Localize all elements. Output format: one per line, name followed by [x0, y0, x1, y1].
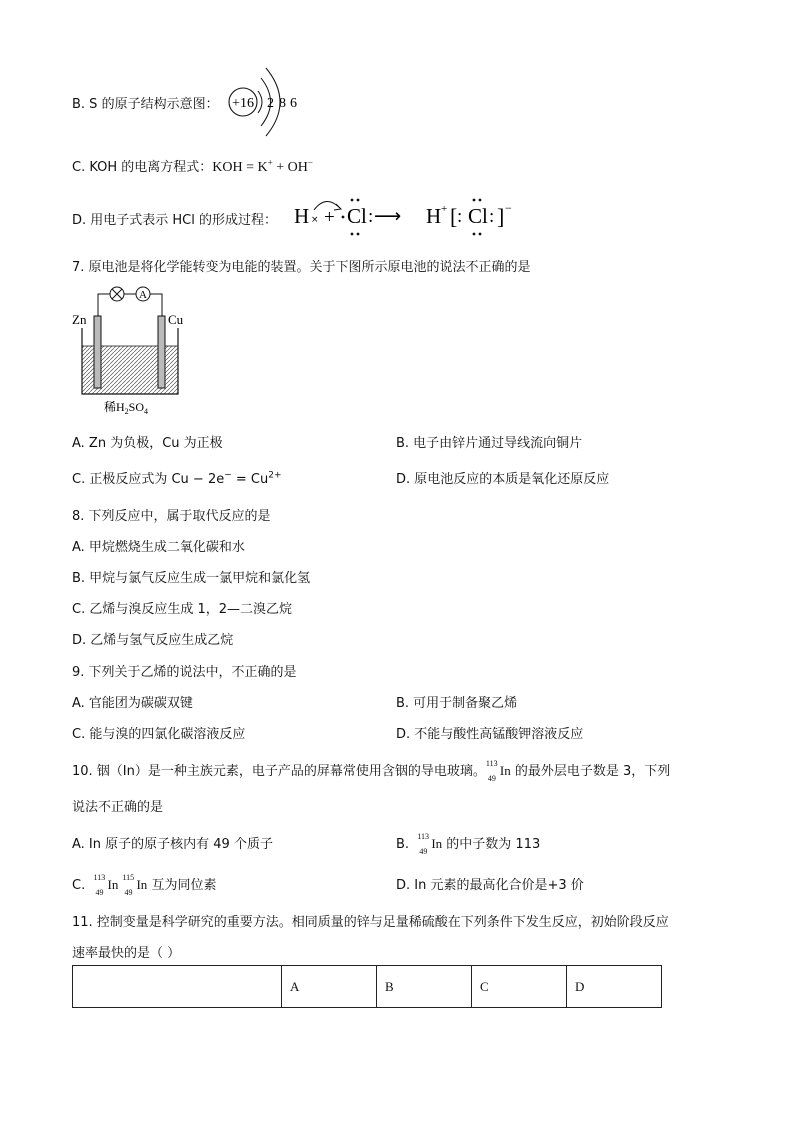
hydrogen-symbol: H: [294, 204, 310, 228]
zn-label: Zn: [72, 312, 87, 327]
q11-stem-line2: 速率最快的是（ ）: [72, 946, 181, 961]
q10-option-a: A. In 原子的原子核内有 49 个质子: [72, 837, 273, 852]
isotope-in-113: 113 49: [485, 759, 498, 783]
solution-label: 稀$H_2SO_4$: [104, 400, 149, 416]
chloride-right-pair: :: [489, 206, 495, 227]
q8-option-c: C. 乙烯与溴反应生成 1，2—二溴乙烷: [72, 602, 293, 617]
hydrogen-ion-symbol: H: [426, 204, 442, 228]
q8-option-d: D. 乙烯与氢气反应生成乙烷: [72, 633, 234, 648]
koh-ionization-equation: KOH = K+ + OH−: [212, 157, 313, 175]
q9-option-a: A. 官能团为碳碳双键: [72, 696, 193, 711]
q8-option-b: B. 甲烷与氯气反应生成一氯甲烷和氯化氢: [72, 571, 311, 586]
plus-sign: +: [324, 207, 335, 228]
chlorine-symbol: Cl: [347, 204, 367, 228]
conditions-table: [72, 965, 662, 1008]
table-header-a: A: [282, 966, 377, 1008]
cu-label: Cu: [168, 312, 184, 327]
q8-option-a: A. 甲烷燃烧生成二氧化碳和水: [72, 540, 245, 555]
table-header-c: C: [472, 966, 567, 1008]
ammeter-label: A: [139, 289, 147, 301]
q6-option-d: [72, 209, 277, 228]
zinc-electrode: [94, 316, 101, 388]
q9-option-b: B. 可用于制备聚乙烯: [396, 696, 518, 711]
q10-option-d: D. In 元素的最高化合价是+3 价: [396, 878, 584, 893]
bracket-close: ]: [497, 204, 505, 229]
q8-stem: 8. 下列反应中，属于取代反应的是: [72, 509, 271, 524]
shell-3-electrons: 6: [290, 96, 297, 111]
reaction-arrow: ⟶: [374, 205, 402, 227]
shell-1-electrons: 2: [267, 96, 274, 111]
q9-option-c: C. 能与溴的四氯化碳溶液反应: [72, 727, 246, 742]
isotope-in-113: 113 49: [417, 832, 430, 856]
q7-option-a: A. Zn 为负极，Cu 为正极: [72, 436, 223, 451]
q6-option-b-text: B. S 的原子结构示意图：: [72, 97, 219, 112]
hydrogen-electron-x: ×: [311, 215, 319, 225]
shell-2-electrons: 8: [279, 96, 286, 111]
q7-option-b: B. 电子由锌片通过导线流向铜片: [396, 436, 583, 451]
q11-stem-line1: 11. 控制变量是科学研究的重要方法。相同质量的锌与足量稀硫酸在下列条件下发生反应，初始阶段反应: [72, 915, 669, 930]
isotope-in-113: 113 49: [93, 873, 106, 897]
nucleus-charge: +16: [232, 96, 254, 111]
chlorine-right-pair: :: [368, 206, 374, 227]
q6-option-b: [72, 93, 219, 112]
chloride-symbol: Cl: [468, 204, 488, 228]
q7-stem: 7. 原电池是将化学能转变为电能的装置。关于下图所示原电池的说法不正确的是: [72, 260, 531, 275]
q10-option-b: B. 113 49 In 的中子数为 113: [396, 832, 541, 856]
shell-arc-1: [258, 91, 262, 113]
hydrogen-ion-charge: +: [441, 203, 448, 215]
isotope-in-115: 115 49: [122, 873, 135, 897]
q6-option-c-label: C. KOH 的电离方程式：: [72, 160, 213, 175]
chloride-left-pair: :: [457, 206, 463, 227]
q7-option-d: D. 原电池反应的本质是氧化还原反应: [396, 472, 610, 487]
q10-stem-line2: 说法不正确的是: [72, 800, 164, 815]
q6-option-c: [72, 156, 313, 176]
q9-option-d: D. 不能与酸性高锰酸钾溶液反应: [396, 727, 584, 742]
table-header-d: D: [567, 966, 662, 1008]
copper-electrode: [158, 316, 165, 388]
table-header-blank: [73, 966, 282, 1008]
q10-option-c: C. 113 49 In 115 49 In 互为同位素: [72, 873, 217, 897]
chloride-charge: −: [505, 201, 512, 215]
q6-option-d-label: D. 用电子式表示 HCl 的形成过程：: [72, 213, 278, 228]
galvanic-cell-figure: [70, 284, 200, 416]
q9-stem: 9. 下列关于乙烯的说法中，不正确的是: [72, 665, 297, 680]
q7-option-c: C. 正极反应式为 $Cu - 2e^- = Cu^{2+}$: [72, 470, 282, 487]
bracket-open: [: [450, 204, 458, 229]
table-row: [73, 966, 662, 1008]
table-header-b: B: [377, 966, 472, 1008]
sulfur-atomic-structure-diagram: [226, 66, 306, 138]
q10-stem-line1: 10. 铟（In）是一种主族元素，电子产品的屏幕常使用含铟的导电玻璃。 113 49 In 的最外层电子数是 3，下列: [72, 759, 671, 783]
hcl-electron-formula: [290, 192, 530, 238]
